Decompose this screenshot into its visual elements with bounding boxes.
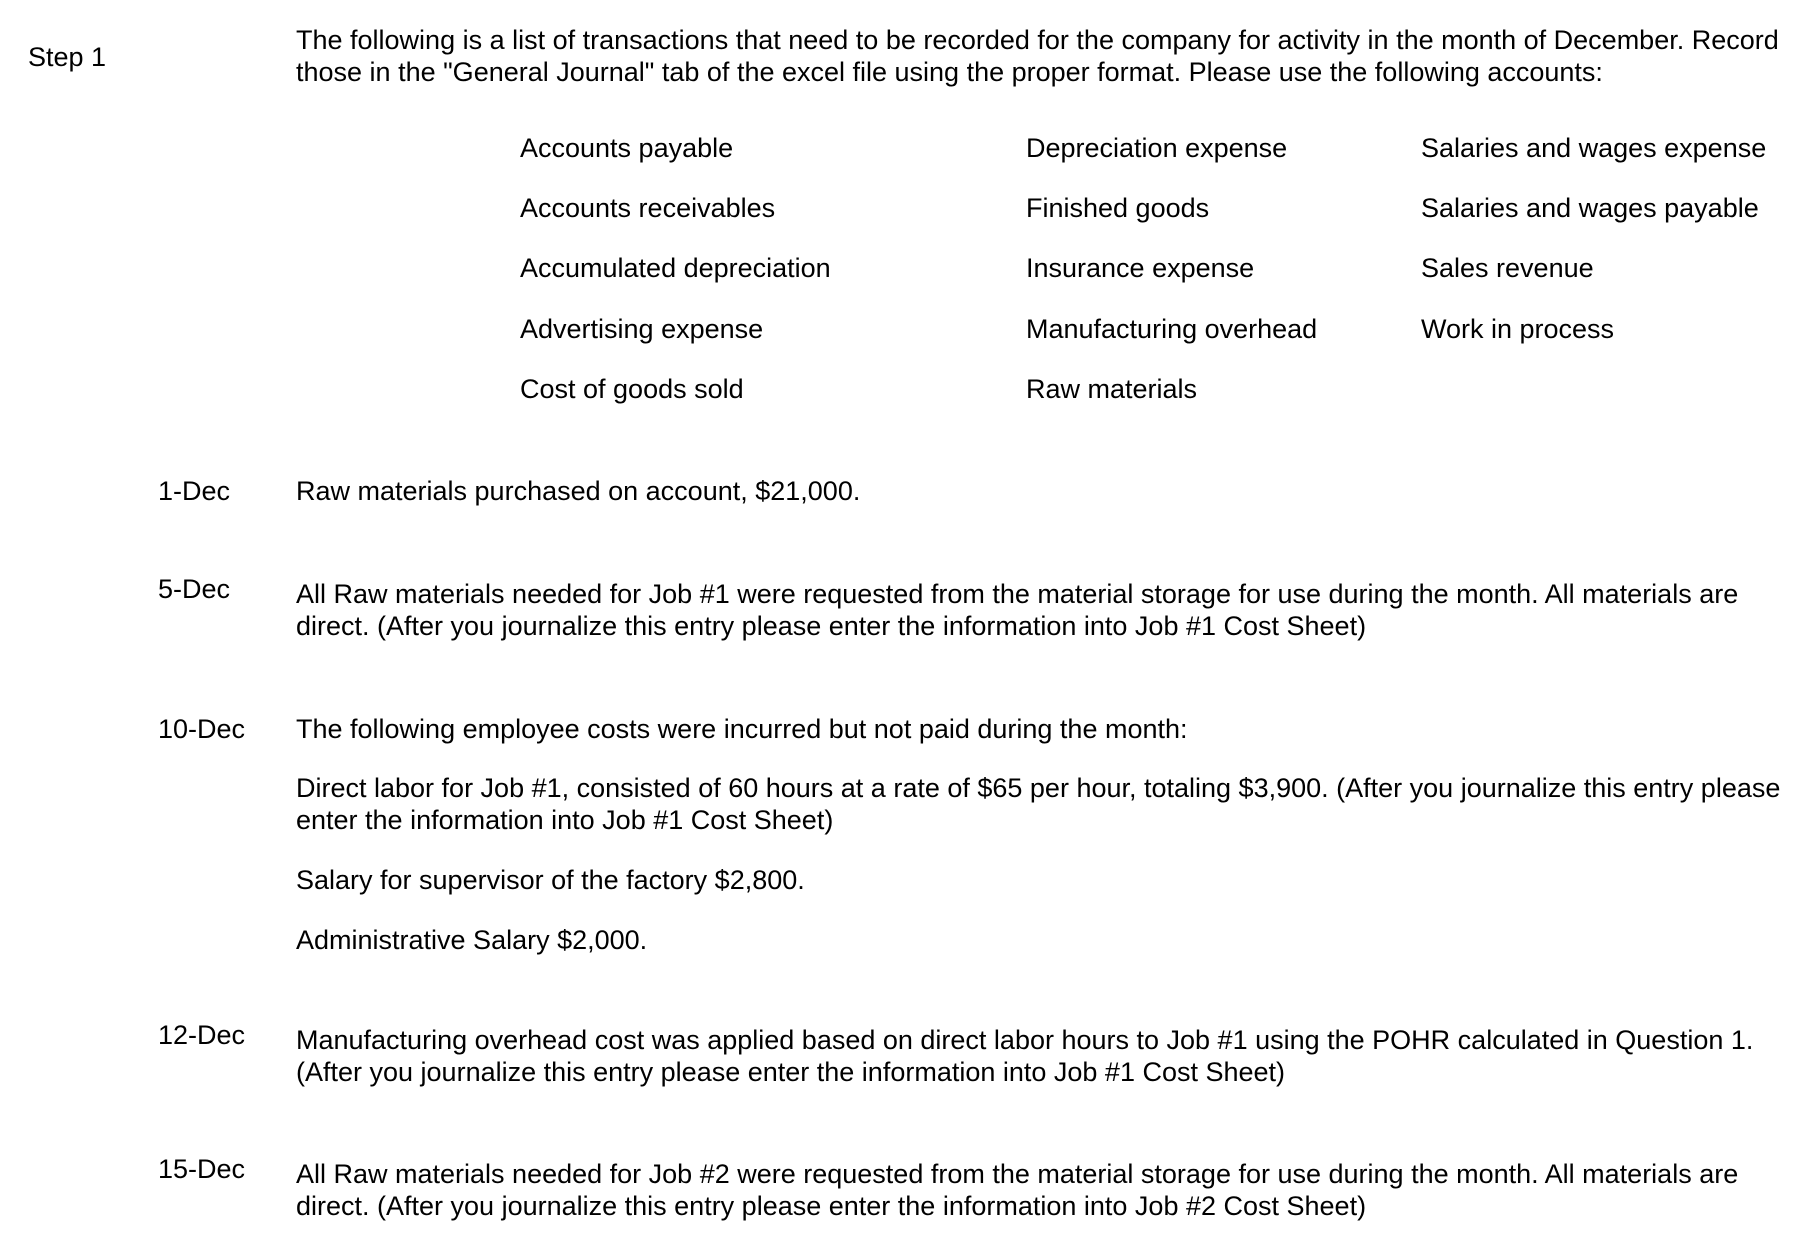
transaction-line: The following employee costs were incurred but not paid during the month: bbox=[296, 714, 1188, 744]
account-item: Depreciation expense bbox=[1026, 133, 1288, 163]
transaction-line: (After you journalize this entry please enter the information into Job #1 Cost Sheet) bbox=[296, 1057, 1286, 1087]
transaction-date: 1-Dec bbox=[158, 476, 231, 506]
account-item: Insurance expense bbox=[1026, 253, 1255, 283]
account-item: Manufacturing overhead bbox=[1026, 314, 1318, 344]
transaction-line: Raw materials purchased on account, $21,000. bbox=[296, 476, 861, 506]
transaction-description bbox=[296, 772, 1786, 836]
account-item: Cost of goods sold bbox=[520, 374, 744, 404]
intro-line: those in the "General Journal" tab of the excel file using the proper format. Please use the following accounts: bbox=[296, 57, 1603, 87]
account-item: Work in process bbox=[1421, 314, 1615, 344]
transaction-description bbox=[296, 864, 1786, 896]
transaction-date: 5-Dec bbox=[158, 574, 231, 604]
transaction-line: Salary for supervisor of the factory $2,800. bbox=[296, 865, 805, 895]
transaction-line: All Raw materials needed for Job #2 were requested from the material storage for use during the month. All materials are bbox=[296, 1159, 1739, 1189]
transaction-line: direct. (After you journalize this entry please enter the information into Job #1 Cost Sheet) bbox=[296, 611, 1367, 641]
step-label: Step 1 bbox=[28, 42, 107, 72]
transaction-description bbox=[296, 1024, 1786, 1088]
transaction-date: 15-Dec bbox=[158, 1154, 246, 1184]
transaction-date: 12-Dec bbox=[158, 1020, 246, 1050]
transaction-description bbox=[296, 924, 1786, 956]
account-item: Advertising expense bbox=[520, 314, 764, 344]
transaction-line: direct. (After you journalize this entry please enter the information into Job #2 Cost Sheet) bbox=[296, 1191, 1367, 1221]
intro-line: The following is a list of transactions that need to be recorded for the company for activity in the month of December. Record bbox=[296, 25, 1779, 55]
account-item: Salaries and wages payable bbox=[1421, 193, 1759, 223]
account-item: Accumulated depreciation bbox=[520, 253, 831, 283]
transaction-date: 10-Dec bbox=[158, 714, 246, 744]
transaction-line: Direct labor for Job #1, consisted of 60 hours at a rate of $65 per hour, totaling $3,900. (After you journalize this entry please bbox=[296, 773, 1781, 803]
account-item: Raw materials bbox=[1026, 374, 1198, 404]
account-item: Salaries and wages expense bbox=[1421, 133, 1767, 163]
transaction-line: All Raw materials needed for Job #1 were requested from the material storage for use during the month. All materials are bbox=[296, 579, 1739, 609]
account-item: Accounts payable bbox=[520, 133, 734, 163]
transaction-description bbox=[296, 475, 1786, 507]
transaction-description bbox=[296, 578, 1786, 642]
transaction-line: enter the information into Job #1 Cost Sheet) bbox=[296, 805, 834, 835]
transaction-line: Administrative Salary $2,000. bbox=[296, 925, 648, 955]
account-item: Finished goods bbox=[1026, 193, 1210, 223]
account-item: Accounts receivables bbox=[520, 193, 776, 223]
intro-paragraph bbox=[296, 24, 1786, 88]
transaction-line: Manufacturing overhead cost was applied based on direct labor hours to Job #1 using the POHR calculated in Question 1. bbox=[296, 1025, 1754, 1055]
transaction-description bbox=[296, 713, 1786, 745]
account-item: Sales revenue bbox=[1421, 253, 1594, 283]
transaction-description bbox=[296, 1158, 1786, 1222]
